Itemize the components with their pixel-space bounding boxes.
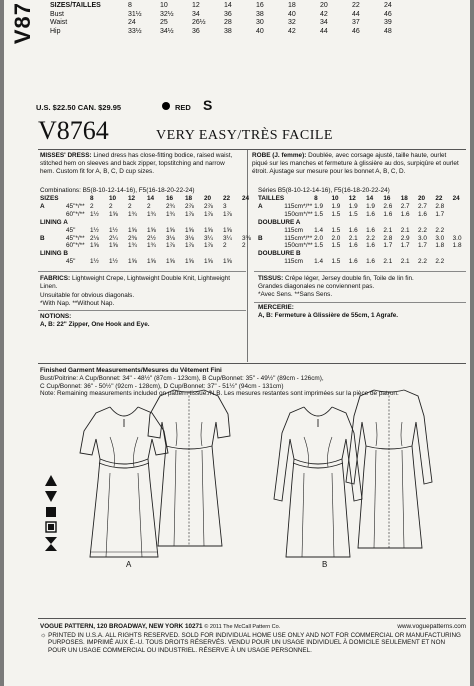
footer-line1 xyxy=(40,623,466,632)
yardage-row xyxy=(40,235,261,243)
cell: 1.6 xyxy=(348,242,358,250)
row-unit: 115cm xyxy=(284,226,303,234)
cell: 38 xyxy=(224,27,232,35)
size-col: 24 xyxy=(242,195,250,202)
cell: 2½ xyxy=(147,234,156,242)
cell: 2.1 xyxy=(400,226,410,234)
row-label xyxy=(40,227,66,235)
size-row-hip xyxy=(50,28,416,37)
cell: 1⅝ xyxy=(109,242,118,250)
cell: 1⅞ xyxy=(166,242,175,250)
row-unit: 115cm*/** xyxy=(284,234,313,242)
cell: 1.9 xyxy=(314,202,324,210)
cell: 2⅛ xyxy=(90,234,99,242)
cell: 1⅝ xyxy=(185,226,194,234)
size-table-header-row xyxy=(50,2,416,11)
yardage-row xyxy=(258,235,470,243)
row-label xyxy=(40,258,66,266)
cell: 1½ xyxy=(90,258,99,266)
size-col: 10 xyxy=(160,2,168,9)
row-label xyxy=(40,242,66,250)
cell: 1⅝ xyxy=(147,226,156,234)
row-label: LINING B xyxy=(40,250,69,258)
cell xyxy=(453,227,470,235)
sun-icon: ☼ xyxy=(40,631,47,639)
row-label: B xyxy=(258,234,263,242)
finished-title: Finished Garment Measurements/Mesures du Vêtement Fini xyxy=(40,367,222,374)
cell: 46 xyxy=(384,10,392,18)
size-col: 20 xyxy=(418,195,426,202)
size-col: 20 xyxy=(320,2,328,9)
notions-fr-lead: MERCERIE: xyxy=(258,304,294,311)
pattern-symbols xyxy=(44,474,58,554)
yardage-en-header xyxy=(40,195,261,203)
cell: 1.6 xyxy=(418,210,427,218)
size-col: 22 xyxy=(435,195,443,202)
row-label: DOUBLURE B xyxy=(258,250,301,258)
fabrics-fr xyxy=(258,275,468,283)
cell: 40 xyxy=(256,27,264,35)
notions-en-text: A, B: 22" Zipper, One Hook and Eye. xyxy=(40,321,150,328)
cell: 1.4 xyxy=(314,226,324,234)
notions-fr-text: A, B: Fermeture à Glissière de 55cm, 1 Agrafe. xyxy=(258,312,399,319)
size-col: 14 xyxy=(147,195,155,202)
cell: 1.7 xyxy=(400,242,410,250)
cell: 1.7 xyxy=(418,242,427,250)
cell: 1⅝ xyxy=(185,258,194,266)
cell: 2.0 xyxy=(314,234,324,242)
cell: 2.7 xyxy=(418,202,427,210)
cell: 3 xyxy=(223,202,227,210)
row-unit: 150cm*/** xyxy=(284,210,313,218)
yardage-row xyxy=(258,211,470,219)
cell: 1⅞ xyxy=(185,242,194,250)
size-col: 8 xyxy=(128,2,132,9)
triangle-down-icon xyxy=(45,491,57,502)
cell: 32½ xyxy=(160,10,174,18)
fabrics-en-text: Lightweight Crepe, Lightweight Double Knit, Lightweight Linen. xyxy=(40,275,231,290)
hourglass-icon xyxy=(45,537,57,551)
row-unit: 60"*/** xyxy=(66,242,85,250)
size-table xyxy=(50,2,416,36)
description-fr-lead: ROBE (J. femme): xyxy=(252,152,307,159)
row-unit: 115cm*/** xyxy=(284,202,313,210)
cell: 1½ xyxy=(90,210,99,218)
cell: 44 xyxy=(352,10,360,18)
yardage-row xyxy=(40,242,261,250)
cell: 46 xyxy=(352,27,360,35)
series-fr: Séries B5(8-10-12-14-16), F5(16-18-20-22-24) xyxy=(258,187,390,194)
cell: 1.4 xyxy=(314,258,324,266)
footer-copyright: © 2011 The McCall Pattern Co. xyxy=(204,624,281,630)
cell: 2.6 xyxy=(383,202,393,210)
cell: 2.1 xyxy=(400,258,410,266)
view-b-back-drawing xyxy=(334,384,444,556)
cell: 38 xyxy=(256,10,264,18)
description-en-lead: MISSES' DRESS: xyxy=(40,152,92,159)
cell: 1.8 xyxy=(452,242,462,250)
cell: 1.5 xyxy=(314,210,324,218)
cell: 1.6 xyxy=(383,210,393,218)
row-label xyxy=(258,258,284,266)
cell: 1⅝ xyxy=(223,226,232,234)
yardage-table-en xyxy=(40,195,261,266)
row-label xyxy=(258,211,284,219)
cell xyxy=(453,211,470,219)
cell: 1.9 xyxy=(366,202,375,210)
cell: 2.2 xyxy=(435,258,445,266)
row-label: B xyxy=(40,234,45,242)
yardage-row xyxy=(258,242,470,250)
cell: 1.6 xyxy=(366,258,375,266)
footer-line3: PURPOSES. IMPRIMÉ AUX É.-U. TOUS DROITS RÉSERVÉS. VENDU POUR UN USAGE INDIVIDUEL À DOMICILE SEULEMENT ET NON xyxy=(48,639,446,647)
cell: 2.2 xyxy=(418,258,427,266)
cell: 1⅞ xyxy=(204,210,213,218)
cell: 31½ xyxy=(128,10,142,18)
cell: 28 xyxy=(224,19,232,27)
sizes-label: TAILLES xyxy=(258,195,285,202)
divider xyxy=(38,149,466,150)
fabrics-en xyxy=(40,275,245,291)
size-col: 16 xyxy=(166,195,174,202)
cell: 2⅞ xyxy=(204,202,213,210)
size-col: 14 xyxy=(366,195,374,202)
cell: 2.2 xyxy=(366,234,375,242)
color-label: RED xyxy=(175,103,191,112)
cell: 1.5 xyxy=(331,226,341,234)
cell: 3.0 xyxy=(452,234,462,242)
row-label: Waist xyxy=(50,19,68,27)
cell: 1⅝ xyxy=(166,226,175,234)
sizes-label: SIZES xyxy=(40,195,59,202)
cell: 1.5 xyxy=(348,210,358,218)
description-fr-text: Doublée, avec corsage ajusté, taille haute, ourlet piqué sur les manches et fermeture à glissière au dos, surpiqûre et ourlet étroit. Ajustage sur mesure pour les bonnet A, B, C, D. xyxy=(252,152,459,175)
cell: 1¾ xyxy=(128,242,137,250)
finished-line1: Bust/Poitrine: A Cup/Bonnet: 34" - 48½" (87cm - 123cm), B Cup/Bonnet: 35" - 49½" (89cm - 126cm), xyxy=(40,374,324,382)
cell: 2⅞ xyxy=(185,202,194,210)
cell: 1⅝ xyxy=(128,226,137,234)
row-label: A xyxy=(40,202,45,210)
row-label xyxy=(40,211,66,219)
size-row-waist xyxy=(50,19,416,28)
cell: 1¾ xyxy=(166,210,175,218)
cell: 1⅝ xyxy=(223,258,232,266)
cell: 24 xyxy=(128,19,136,27)
cell: 3.0 xyxy=(418,234,427,242)
cell: 2 xyxy=(223,242,227,250)
yardage-fr-header xyxy=(258,195,470,203)
yardage-row xyxy=(258,250,470,258)
cell: 1.5 xyxy=(331,258,341,266)
difficulty-label: VERY EASY/TRÈS FACILE xyxy=(156,128,333,143)
size-col: 18 xyxy=(288,2,296,9)
cell: 1⅝ xyxy=(109,210,118,218)
cell: 40 xyxy=(288,10,296,18)
cell: 1⅞ xyxy=(204,242,213,250)
cell: 2.2 xyxy=(418,226,427,234)
cell: 2.2 xyxy=(435,226,445,234)
size-col: 12 xyxy=(128,195,136,202)
cell: 34 xyxy=(192,10,200,18)
row-label: A xyxy=(258,202,263,210)
divider xyxy=(38,363,466,364)
cell: 44 xyxy=(320,27,328,35)
divider xyxy=(38,618,466,619)
cell: 1¾ xyxy=(147,242,156,250)
description-en-text: Lined dress has close-fitting bodice, raised waist, stitched hem on sleeves and back zipper, topstitching and narrow hem. Custom fit for A, B, C, D cup sizes. xyxy=(40,152,233,175)
cell: 2.8 xyxy=(435,202,445,210)
cell: 3⅜ xyxy=(242,234,251,242)
row-unit: 150cm*/** xyxy=(284,242,313,250)
fabrics-en-line2: Unsuitable for obvious diagonals. xyxy=(40,292,135,299)
view-a-back-drawing xyxy=(134,384,244,554)
cell: 2.8 xyxy=(383,234,393,242)
footer xyxy=(40,623,466,654)
cell xyxy=(453,258,470,266)
cell: 33½ xyxy=(128,27,142,35)
cell: 1.6 xyxy=(366,242,375,250)
fabrics-en-line3: *With Nap. **Without Nap. xyxy=(40,300,115,307)
view-b-label: B xyxy=(322,560,328,569)
size-letter: S xyxy=(203,97,213,113)
yardage-row xyxy=(40,211,261,219)
yardage-row xyxy=(40,258,261,266)
cell: 1½ xyxy=(109,258,118,266)
cell: 30 xyxy=(256,19,264,27)
yardage-row xyxy=(40,203,261,211)
cell: 1⅞ xyxy=(223,210,232,218)
cell: 1¾ xyxy=(128,210,137,218)
size-col: 20 xyxy=(204,195,212,202)
size-col: 8 xyxy=(314,195,318,202)
cell: 1⅝ xyxy=(204,226,213,234)
yardage-row xyxy=(258,258,470,266)
square-icon xyxy=(46,507,56,517)
combinations-en: Combinations: B5(8-10-12-14-16), F5(16-18-20-22-24) xyxy=(40,187,195,194)
fabrics-fr-line2: Grandes diagonales ne conviennent pas. xyxy=(258,283,375,290)
cell: 3⅛ xyxy=(166,234,175,242)
cell: 2 xyxy=(109,202,113,210)
size-col: 12 xyxy=(348,195,356,202)
row-label: DOUBLURE A xyxy=(258,218,301,226)
divider xyxy=(254,302,466,303)
view-a-label: A xyxy=(126,560,132,569)
cell: 1.6 xyxy=(348,226,358,234)
footer-line4: POUR UN USAGE COMMERCIAL OU INDUSTRIEL. RÉSERVE À UN USAGE PERSONNEL. xyxy=(48,646,312,654)
notions-en-lead: NOTIONS: xyxy=(40,313,72,320)
cell: 1½ xyxy=(109,226,118,234)
cell: 2 xyxy=(242,242,246,250)
divider xyxy=(254,271,466,272)
color-dot-icon xyxy=(162,102,170,110)
pattern-envelope-back xyxy=(4,0,470,686)
cell: 1.6 xyxy=(400,210,410,218)
row-unit: 115cm xyxy=(284,258,303,266)
cell: 1.7 xyxy=(435,210,445,218)
fabrics-fr-line3: *Avec Sens. **Sans Sens. xyxy=(258,291,333,298)
cell: 2 xyxy=(90,202,94,210)
row-unit: 45" xyxy=(66,258,76,266)
cell: 1.8 xyxy=(435,242,445,250)
row-label xyxy=(258,227,284,235)
cell: 39 xyxy=(384,19,392,27)
cell: 36 xyxy=(224,10,232,18)
size-row-bust xyxy=(50,11,416,20)
size-col: 18 xyxy=(185,195,193,202)
row-unit: 45"*/** xyxy=(66,202,85,210)
cell: 1.6 xyxy=(348,258,358,266)
cell: 2 xyxy=(147,202,151,210)
cell: 2⅜ xyxy=(128,234,137,242)
cell: 2.1 xyxy=(348,234,358,242)
size-col: 18 xyxy=(400,195,408,202)
footer-website: www.voguepatterns.com xyxy=(397,623,466,630)
size-col: 22 xyxy=(223,195,231,202)
cell: 26½ xyxy=(192,19,206,27)
size-col: 8 xyxy=(90,195,94,202)
yardage-row xyxy=(258,219,470,227)
cell: 2¾ xyxy=(166,202,175,210)
cell: 2¼ xyxy=(109,234,118,242)
footer-address: VOGUE PATTERN, 120 BROADWAY, NEW YORK 10271 xyxy=(40,623,203,630)
divider xyxy=(38,310,246,311)
cell: 1.6 xyxy=(366,210,375,218)
fabrics-fr-lead: TISSUS: xyxy=(258,275,284,282)
finished-line3: Note: Remaining measurements included on pattern tissue./N.B. Les mesures restantes sont imprimées sur la pièce de patron. xyxy=(40,390,399,398)
cell: 42 xyxy=(320,10,328,18)
fabrics-fr-text: Crêpe léger, Jersey double fin, Toile de lin fin. xyxy=(283,275,414,282)
cell: 2.7 xyxy=(400,202,410,210)
row-unit: 60"*/** xyxy=(66,210,85,218)
cell: 1⅝ xyxy=(90,242,99,250)
fabrics-en-lead: FABRICS: xyxy=(40,275,71,282)
cell: 32 xyxy=(288,19,296,27)
size-col: 16 xyxy=(256,2,264,9)
cell: 1⅝ xyxy=(166,258,175,266)
cell: 1.9 xyxy=(331,202,341,210)
cell: 1⅝ xyxy=(204,258,213,266)
size-col: 12 xyxy=(192,2,200,9)
cell: 1⅞ xyxy=(185,210,194,218)
yardage-row xyxy=(40,227,261,235)
row-unit: 45" xyxy=(66,226,76,234)
divider xyxy=(38,271,246,272)
size-col: 24 xyxy=(452,195,460,202)
pattern-number: V8764 xyxy=(38,116,109,145)
cell: 1½ xyxy=(90,226,99,234)
row-label xyxy=(258,242,284,250)
size-col: 22 xyxy=(352,2,360,9)
cell: 2.1 xyxy=(383,258,393,266)
description-fr xyxy=(252,152,462,176)
size-col: 10 xyxy=(331,195,339,202)
footer-legal-en: PRINTED IN U.S.A. ALL RIGHTS RESERVED. SOLD FOR INDIVIDUAL HOME USE ONLY AND NOT FOR COMMERCIAL OR MANUFACTURING xyxy=(48,631,461,639)
cell: 25 xyxy=(160,19,168,27)
cell: 42 xyxy=(288,27,296,35)
cell: 36 xyxy=(192,27,200,35)
sidebar-code: V87 xyxy=(10,2,35,45)
row-unit: 45"*/** xyxy=(66,234,85,242)
yardage-row xyxy=(258,227,470,235)
cell: 3¼ xyxy=(223,234,232,242)
row-label: Bust xyxy=(50,10,65,18)
cell: 48 xyxy=(384,27,392,35)
cell: 2.1 xyxy=(383,226,393,234)
size-col: 10 xyxy=(109,195,117,202)
triangle-up-icon xyxy=(45,475,57,486)
cell: 1⅝ xyxy=(128,258,137,266)
row-label: Hip xyxy=(50,27,61,35)
size-col: 24 xyxy=(384,2,392,9)
row-label: LINING A xyxy=(40,218,68,226)
cell: 1.5 xyxy=(314,242,324,250)
size-table-header: SIZES/TAILLES xyxy=(50,2,101,9)
cell: 2.9 xyxy=(400,234,410,242)
cell xyxy=(453,203,470,211)
cell: 3¼ xyxy=(204,234,213,242)
cell: 1.5 xyxy=(331,242,341,250)
cell: 3⅛ xyxy=(185,234,194,242)
finished-line2: C Cup/Bonnet: 36" - 50½" (92cm - 128cm), D Cup/Bonnet: 37" - 51½" (94cm - 131cm) xyxy=(40,382,284,390)
cell: 1¾ xyxy=(147,210,156,218)
cell: 3.0 xyxy=(435,234,445,242)
cell: 1.7 xyxy=(383,242,393,250)
yardage-row xyxy=(40,219,261,227)
cell: 37 xyxy=(352,19,360,27)
cell: 34½ xyxy=(160,27,174,35)
cell: 1⅝ xyxy=(147,258,156,266)
yardage-row xyxy=(40,250,261,258)
cell: 1.9 xyxy=(348,202,358,210)
cell: 2 xyxy=(128,202,132,210)
cell: 1.5 xyxy=(331,210,341,218)
yardage-row xyxy=(258,203,470,211)
price-line: U.S. $22.50 CAN. $29.95 xyxy=(36,103,122,112)
cell: 2.0 xyxy=(331,234,341,242)
cell: 34 xyxy=(320,19,328,27)
description-en xyxy=(40,152,240,176)
yardage-table-fr xyxy=(258,195,470,266)
size-col: 14 xyxy=(224,2,232,9)
size-col: 16 xyxy=(383,195,391,202)
cell: 1.6 xyxy=(366,226,375,234)
